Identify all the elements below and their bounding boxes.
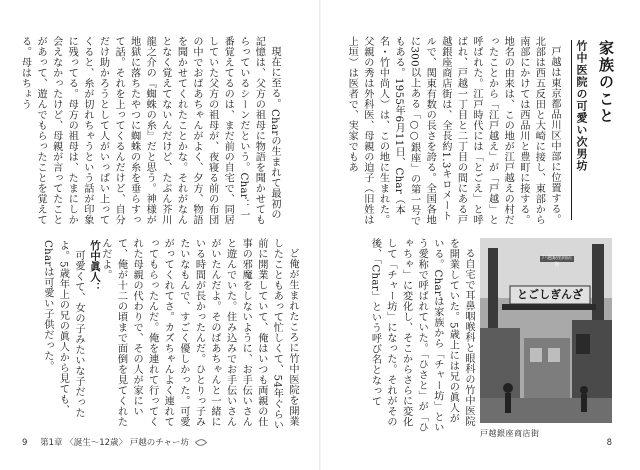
right-upper-text (346, 36, 562, 228)
photo-caption: 戸越銀座商店街 (480, 429, 540, 438)
shopping-street-photo (480, 238, 612, 423)
paragraph: ど俺が生まれたころに竹中医院を開業したこともあって忙しくて、54年ぐらい前に開業していて、俺はいつも両親の仕事の邪魔をしないように、お手伝いさんと遊んでいた。住み込みでお手伝いさんがいたんだよ。そのばあちゃんと一緒にいる時間が長かったんだ。ひとりっ子みたいなもんで、すごく優しかった。可愛がってくれてさ。カズちゃんよく連れてってもらったんだ。俺を連れて行ってくれた母親の代わりで、その人が家にいて、俺が十二の頃まで面倒を見てくれたんだよ。 (99, 238, 298, 431)
gutter (319, 0, 321, 470)
chapter-title: 第1章 〈誕生〜12歳〉 戸越のチャー坊 (40, 438, 189, 448)
left-upper-text (19, 36, 282, 228)
speaker-text (30, 240, 86, 433)
paragraph: 現在に至る。Charの生まれて最初の記憶は、父方の祖母に物語を聞かせてもらっているシーンだという。Char：一番覚えてるのは、まだ前の自宅で、同居していた父方の祖母が、夜寝る前の布団の中でおばあちゃんがよく、夕方、物語を聞かせてくれたことかな。それがなんとなく覚えてないんだけど、たぶん芥川龍之介の『蜘蛛の糸』だと思う。神様が地獄に落ちたやつに蜘蛛の糸を垂らすって話。それを上ってくるんだけど、自分だけ助かろうとして人がいっぱい上ってくると、糸が切れちゃうという話が印象に残ってる。母方の祖母は、たまにしか会えなかったけど、母親が言ってたことがあって、遊んでもらったことを覚えてる。母はちょう (19, 36, 280, 225)
speaker-heading: 竹中眞人： (89, 240, 101, 293)
left-footer (22, 436, 206, 448)
paragraph: 可愛くて、女の子みたいな子だったよ。5歳年上の兄の眞人から見ても、Charは可愛い子供だった。 (41, 240, 84, 419)
left-page-number: 9 (22, 438, 28, 448)
right-page-number: 8 (606, 438, 612, 448)
section-heading: 家族のこと (597, 40, 615, 125)
paragraph: 戸越は東京都品川区中部に位置する。北部は西五反田と大崎に接し、東部から南部にかけては西品川と豊町に接する。地名の由来は、この地が江戸越えの村だったことから「江戸越え」が「戸越」と呼ばれた。江戸時代には「とごえ」と呼ばれ、戸越一丁目と二丁目の間にある戸越銀座商店街は、全長約1.3キロメートルで、関東有数の長さを誇る。全国各地に300以上ある「○○銀座」の第一号でもある。1955年6月11日、Char（本名・竹中尚人）は、この地に生まれた。父親の秀は外科医、母親の迫子（旧姓は上垣）は医者で、実家でもあ (346, 36, 560, 226)
paragraph: る自宅で耳鼻咽喉科と眼科の竹中医院を開業していた。5歳上には兄の眞人がいる。Charは家族から「チャー坊」という愛称で呼ばれていた。「ひさと」が「ひゃちゃ」に変化し、そこからさらに変化して「チャー坊」になった。それがその後、「Char」という呼び名となって (369, 238, 474, 433)
section-subheading: 竹中医院の可愛い次男坊 (571, 40, 589, 220)
sign-small-text: 戸越銀座商店街 (541, 255, 572, 268)
right-lower-text (369, 238, 476, 433)
sign-text: とごしぎんざ (517, 288, 583, 301)
left-lower-text (99, 238, 300, 433)
feather-icon (195, 437, 207, 448)
